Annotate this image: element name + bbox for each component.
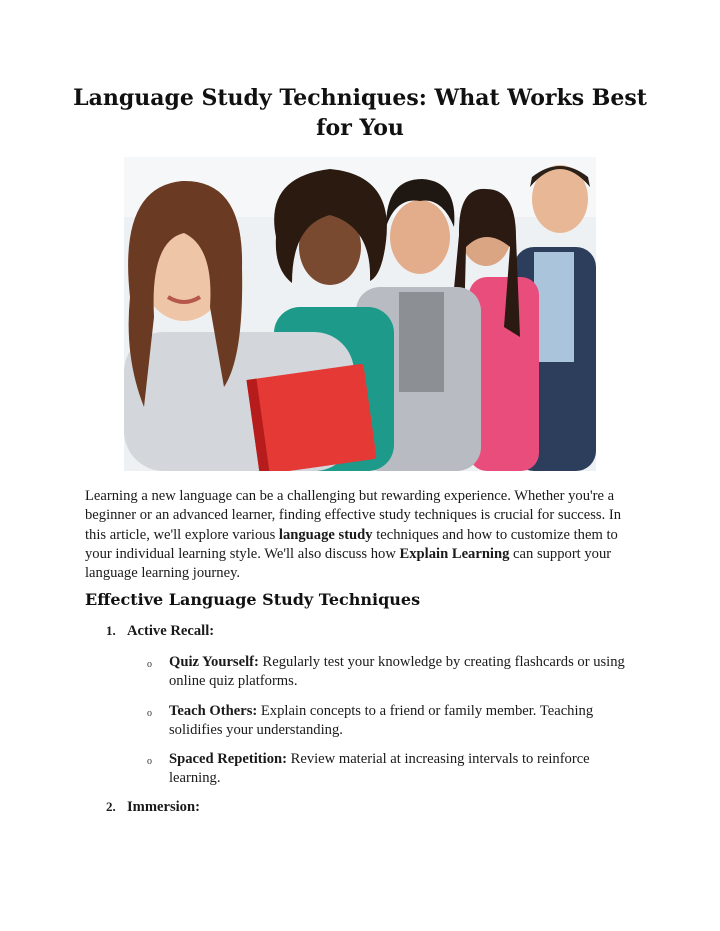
- intro-text-2: techniques and how to customize them to your individual learning style. We'll also discuss how: [85, 526, 618, 562]
- sub-item-quiz-yourself: [147, 653, 637, 692]
- section-heading: Effective Language Study Techniques: [85, 590, 421, 609]
- sub-item-term: Spaced Repetition:: [169, 751, 287, 767]
- sub-item-spaced-repetition: [147, 750, 637, 789]
- intro-text-1: Learning a new language can be a challenging but rewarding experience. Whether you're a beginner or an advanced learner, finding effective study techniques is crucial for success. In this article, we'll explore various: [85, 488, 622, 543]
- circle-bullet-icon: o: [147, 659, 152, 670]
- sub-item-term: Teach Others:: [169, 703, 258, 719]
- sub-item-term: Quiz Yourself:: [169, 654, 259, 670]
- sub-item-teach-others: [147, 702, 637, 741]
- intro-text-3: can support your language learning journey.: [85, 545, 612, 582]
- circle-bullet-icon: o: [147, 756, 152, 767]
- list-number: 2.: [106, 799, 116, 814]
- sub-item-text: Explain concepts to a friend or family member. Teaching solidifies your understanding.: [169, 703, 594, 739]
- students-photo: [124, 157, 596, 471]
- sub-item-text: Review material at increasing intervals to reinforce learning.: [169, 751, 590, 787]
- circle-bullet-icon: o: [147, 708, 152, 719]
- list-number: 1.: [106, 623, 116, 638]
- page-title: Language Study Techniques: What Works Best for You: [73, 85, 647, 141]
- sub-item-text: Regularly test your knowledge by creating flashcards or using online quiz platforms.: [169, 654, 625, 690]
- list-label: Immersion:: [127, 799, 200, 815]
- group-of-students-photo-icon: [124, 157, 596, 471]
- intro-bold-language-study: language study: [278, 526, 373, 543]
- intro-paragraph: [85, 487, 641, 583]
- list-label: Active Recall:: [127, 623, 215, 639]
- list-item-immersion: [106, 799, 200, 816]
- intro-bold-explain-learning: Explain Learning: [399, 545, 510, 562]
- list-item-active-recall: [106, 623, 214, 640]
